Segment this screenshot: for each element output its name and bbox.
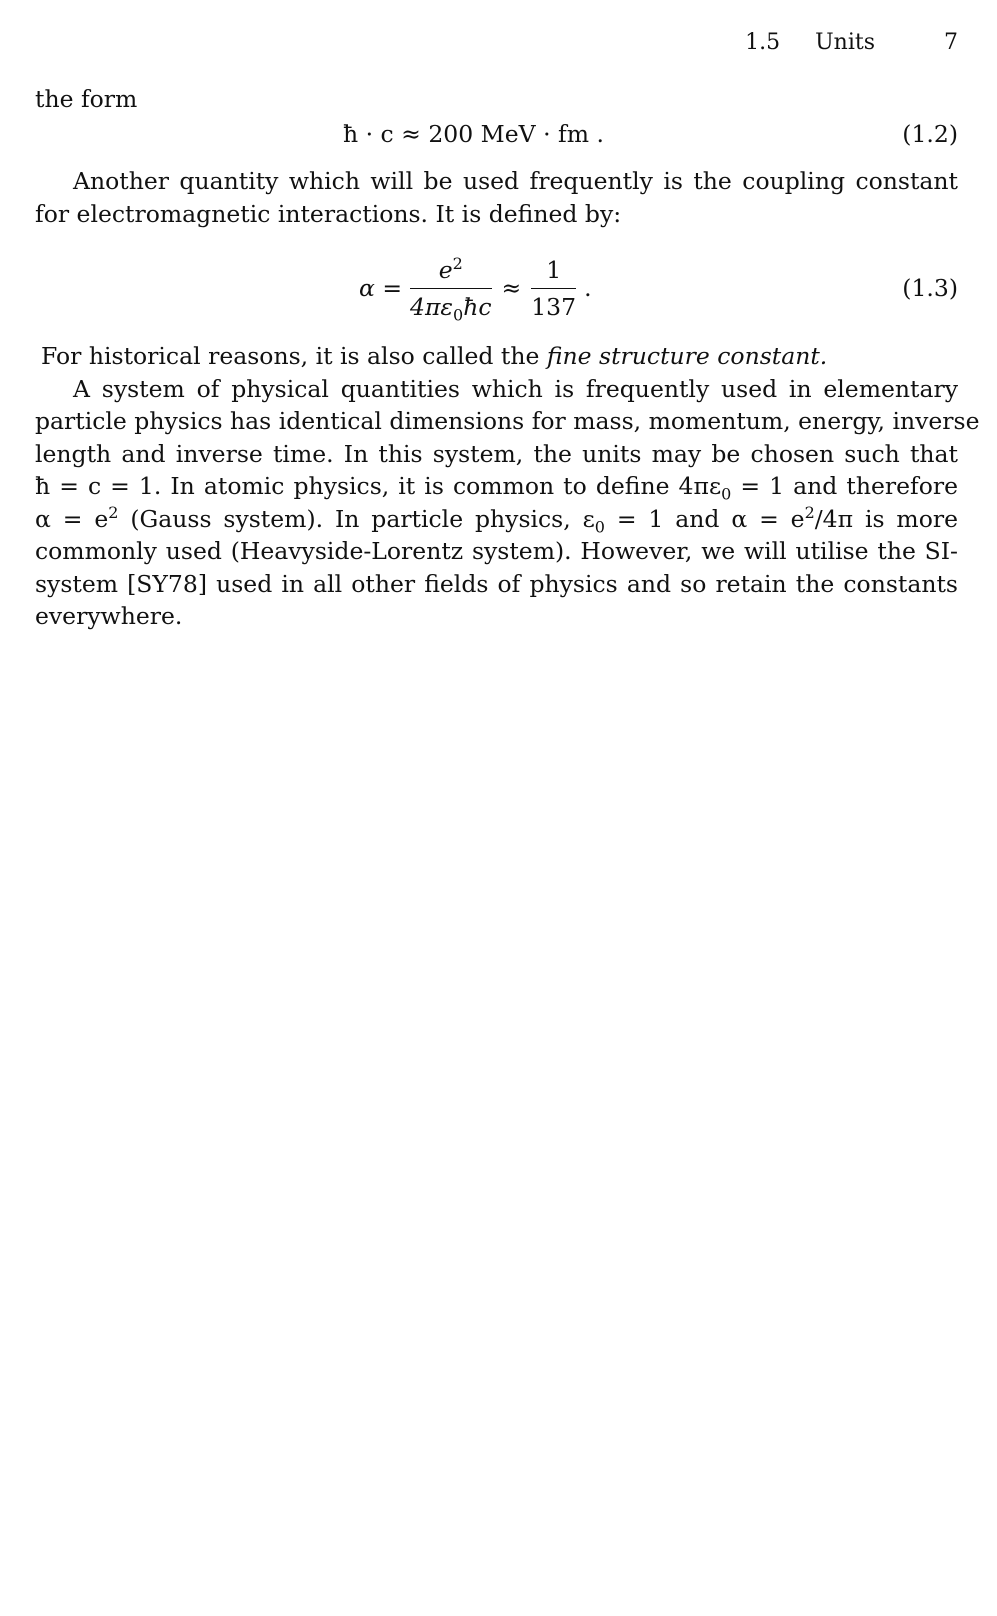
fraction-denominator: 137: [531, 292, 577, 321]
paragraph-line-fine-structure: For historical reasons, it is also called the fine structure constant.: [41, 342, 828, 370]
paragraph-system: [35, 340, 980, 633]
fraction-bar: [531, 288, 576, 289]
paragraph-line: A system of physical quantities which is frequently used in elementary: [73, 374, 958, 403]
header-section-title: Units: [815, 30, 875, 55]
paragraph-line: particle physics has identical dimensions for mass, momentum, energy, inverse: [35, 407, 980, 435]
equation-period: .: [584, 273, 592, 302]
header-section-number: 1.5: [745, 30, 781, 55]
paragraph-line: $\alpha = e^2$ (Gauss system). In particle physics, $\varepsilon_0 = 1$ and $\alpha = e^2/4\pi$ is more: [35, 502, 958, 537]
paragraph-line: commonly used (Heavyside-Lorentz system). However, we will utilise the SI-: [35, 537, 958, 565]
paragraph-coupling: [35, 165, 958, 230]
equation-1-3-number: (1.3): [902, 274, 958, 302]
fraction-numerator: 1: [546, 255, 562, 284]
approx-symbol: ≈: [501, 273, 522, 302]
equation-1-2: [35, 118, 958, 158]
fraction-numerator: $e^2$: [438, 253, 463, 284]
equation-1-2-body: ħ · c ≈ 200 MeV · fm .: [343, 120, 604, 148]
alpha-symbol: α =: [359, 273, 403, 302]
paragraph-line: everywhere.: [35, 602, 183, 630]
fraction-value: [531, 255, 576, 322]
paragraph-line: system [SY78] used in all other fields of physics and so retain the constants: [35, 569, 958, 598]
equation-1-2-number: (1.2): [902, 120, 958, 148]
emphasis-fine-structure: fine structure constant.: [546, 342, 828, 370]
paragraph-line: for electromagnetic interactions. It is defined by:: [35, 199, 622, 228]
fraction-denominator: $4\pi\varepsilon_0ħc$: [410, 292, 492, 325]
fraction-bar: [410, 288, 492, 289]
intro-text: the form: [35, 85, 138, 113]
paragraph-line: ħ = c = 1. In atomic physics, it is common to define $4\pi\varepsilon_0 = 1$ and therefore: [35, 472, 959, 504]
running-header: [745, 28, 958, 58]
header-page-number: 7: [944, 30, 958, 55]
paragraph-line: Another quantity which will be used frequently is the coupling constant: [73, 167, 958, 195]
equation-1-3-body: [359, 248, 592, 328]
equation-1-3: [35, 248, 958, 328]
paragraph-line: length and inverse time. In this system, the units may be chosen such that: [35, 439, 958, 468]
fraction-coupling: [410, 253, 492, 325]
